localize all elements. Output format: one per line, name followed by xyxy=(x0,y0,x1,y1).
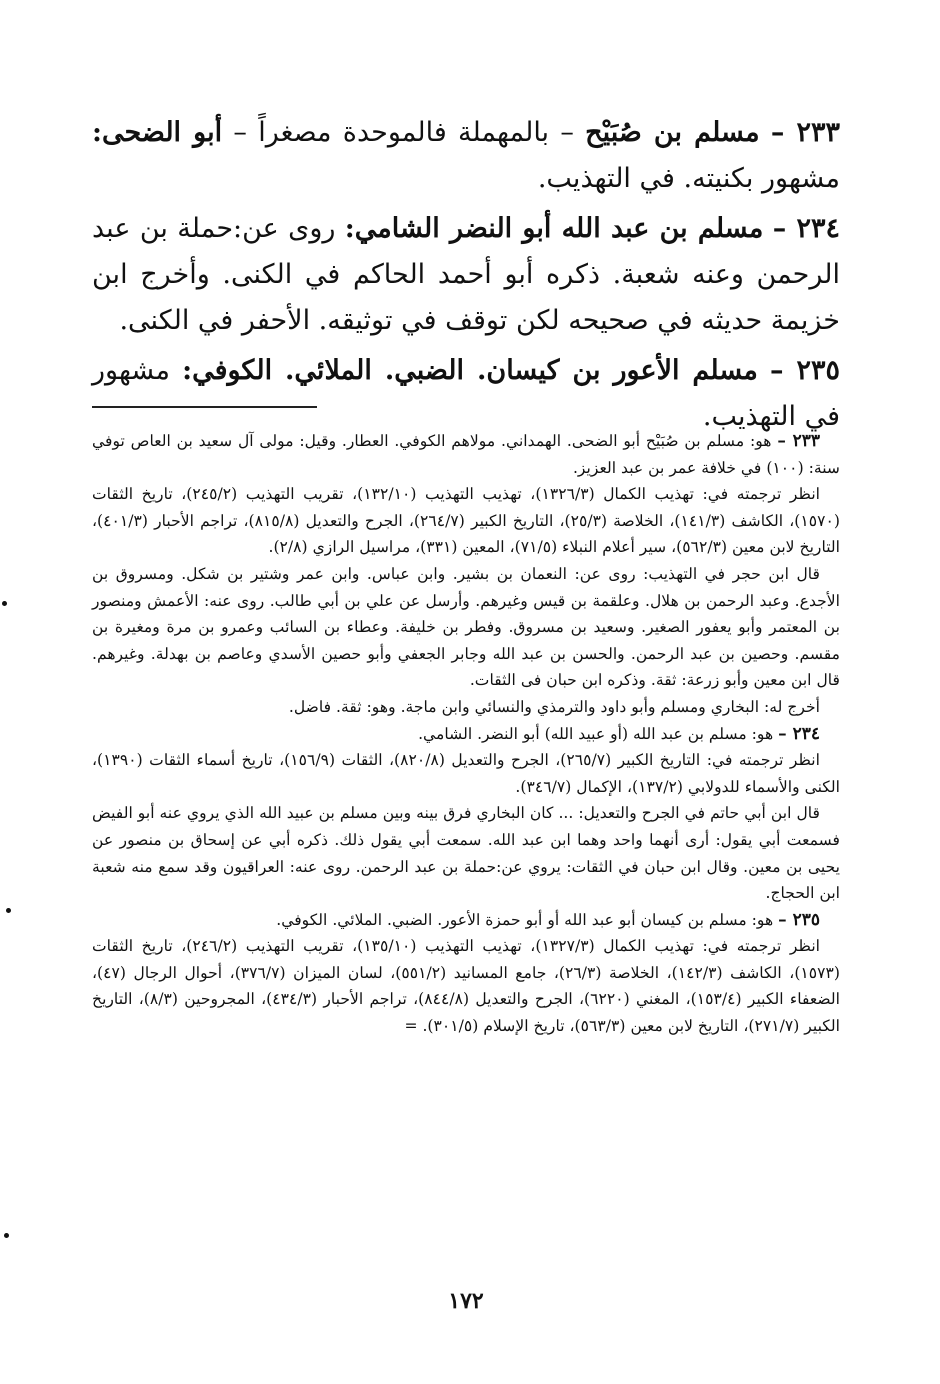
main-text xyxy=(92,110,840,444)
entry-233-name: مسلم بن صُبَيْح xyxy=(585,117,760,148)
footnote-235-number: ٢٣٥ – xyxy=(778,909,820,930)
footnote-separator xyxy=(92,406,317,408)
footnote-234-number: ٢٣٤ – xyxy=(778,723,820,744)
entry-234-rest: روى عن:حملة بن عبد الرحمن وعنه شعبة. ذكره أبو أحمد الحاكم في الكنى. وأخرج ابن خزيمة حديثه في صحيحه لكن توقف في توثيقه. الأحفر في الكنى. xyxy=(92,213,840,336)
entry-233-kunya: أبو الضحى: xyxy=(92,117,223,148)
page-number: ١٧٢ xyxy=(448,1288,484,1314)
entry-234 xyxy=(92,206,840,344)
page xyxy=(92,0,840,1384)
entry-233 xyxy=(92,110,840,202)
margin-mark xyxy=(4,1233,9,1238)
footnote-234-intro xyxy=(92,721,840,748)
entry-234-number: ٢٣٤ – xyxy=(772,213,840,244)
entry-235-name: مسلم الأعور بن كيسان. الضبي. الملائي. الكوفي: xyxy=(182,355,758,386)
footnote-233-number: ٢٣٣ – xyxy=(777,431,820,451)
entry-234-name: مسلم بن عبد الله أبو النضر الشامي: xyxy=(344,213,764,244)
entry-235-rest: مشهور في التهذيب. xyxy=(92,355,840,432)
footnote-233-akhraj: أخرج له: البخاري ومسلم وأبو داود والترمذي والنسائي وابن ماجة. وهو: ثقة. فاضل. xyxy=(288,697,820,716)
footnote-234-refs: انظر ترجمته في: التاريخ الكبير (٢٦٥/٧)، الجرح والتعديل (٨٢٠/٨)، الثقات (١٥٦/٩)، تاريخ أسماء الثقات (١٣٩٠)، الكنى والأسماء للدولابي (١٣٧/٢)، الإكمال (٣٤٦/٧). xyxy=(92,751,840,796)
footnote-234-text: هو: مسلم بن عبد الله (أو عبيد الله) أبو النضر. الشامي. xyxy=(418,724,779,743)
footnote-234-quote: قال ابن أبي حاتم في الجرح والتعديل: ... كان البخاري فرق بينه وبين مسلم بن عبيد الله الذي يروي عنه أبو الفيض فسمعت أبي يقول: أرى أنهما واحد وهما ابن عبد الله. سمعت أبي يقول ذلك. ذكره أبي عن إسحاق بن منصور عن يحيى بن معين. وقال ابن حبان في الثقات: يروي عن:حملة بن عبد الرحمن. روى عنه: العراقيون وقد سمع منه شعبة ابن الحجاج. xyxy=(92,804,840,903)
margin-mark xyxy=(2,601,7,606)
entry-235 xyxy=(92,348,840,440)
footnote-233-quote: قال ابن حجر في التهذيب: روى عن: النعمان بن بشير. وابن عباس. وابن عمر وشتير بن شكل. ومسروق بن الأجدع. وعبد الرحمن بن هلال. وعلقمة بن قيس وغيرهم. وأرسل عن علي بن أبي طالب. روى عنه: الأعمش ومنصور بن المعتمر وأبو يعفور الصغير. وسعيد بن مسروق. وفطر بن خليفة. وعطاء بن السائب وعمرو بن مرة ومغيرة بن مقسم. وحصين بن عبد الرحمن. والحسن بن عبد الله وجابر الجعفي وأبو حصين الأسدي وعاصم بن بهدلة. وغيرهم. قال ابن معين وأبو زرعة: ثقة. وذكره ابن حبان فى الثقات. xyxy=(92,564,840,690)
margin-mark xyxy=(6,908,11,913)
footnote-235-text: هو: مسلم بن كيسان أبو عبد الله أو أبو حمزة الأعور. الضبي. الملائي. الكوفي. xyxy=(276,910,779,929)
footnote-233-refs: انظر ترجمته في: تهذيب الكمال (١٣٢٦/٣)، تهذيب التهذيب (١٣٢/١٠)، تقريب التهذيب (٢٤٥/٢)، تاريخ الثقات (١٥٧٠)، الكاشف (١٤١/٣)، الخلاصة (٢٥/٣)، التاريخ الكبير (٢٦٤/٧)، الجرح والتعديل (٨١٥/٨)، تراجم الأحبار (٤٠١/٣)، التاريخ لابن معين (٥٦٢/٣)، سير أعلام النبلاء (٧١/٥)، المعين (٣٣١)، مراسيل الرازي (٢/٨). xyxy=(92,485,840,557)
footnote-233-text: هو: مسلم بن صُبَيْح أبو الضحى. الهمداني. مولاهم الكوفي. العطار. وقيل: مولى آل سعيد بن العاص توفي سنة: (١٠٠) في خلافة عمر بن عبد العزيز. xyxy=(92,432,840,477)
footnote-233-intro xyxy=(92,428,840,481)
footnotes xyxy=(92,428,840,1040)
entry-233-rest: مشهور بكنيته. في التهذيب. xyxy=(537,163,840,194)
footnote-235-refs: انظر ترجمته في: تهذيب الكمال (١٣٢٧/٣)، تهذيب التهذيب (١٣٥/١٠)، تقريب التهذيب (٢٤٦/٢)، تاريخ الثقات (١٥٧٣)، الكاشف (١٤٢/٣)، الخلاصة (٢٦/٣)، جامع المسانيد (٥٥١/٢)، لسان الميزان (٣٧٦/٧)، أحوال الرجال (٤٧)، الضعفاء الكبير (١٥٣/٤)، المغني (٦٢٢٠)، الجرح والتعديل (٨٤٤/٨)، تراجم الأحبار (٤٣٤/٣)، المجروحين (٨/٣)، التاريخ الكبير (٢٧١/٧)، التاريخ لابن معين (٥٦٣/٣)، تاريخ الإسلام (٣٠١/٥). = xyxy=(92,937,841,1036)
entry-235-number: ٢٣٥ – xyxy=(770,355,840,386)
footnote-235-intro xyxy=(92,907,840,934)
entry-233-middle: – بالمهملة فالموحدة مصغراً – xyxy=(222,117,586,148)
entry-233-number: ٢٣٣ – xyxy=(770,117,840,148)
